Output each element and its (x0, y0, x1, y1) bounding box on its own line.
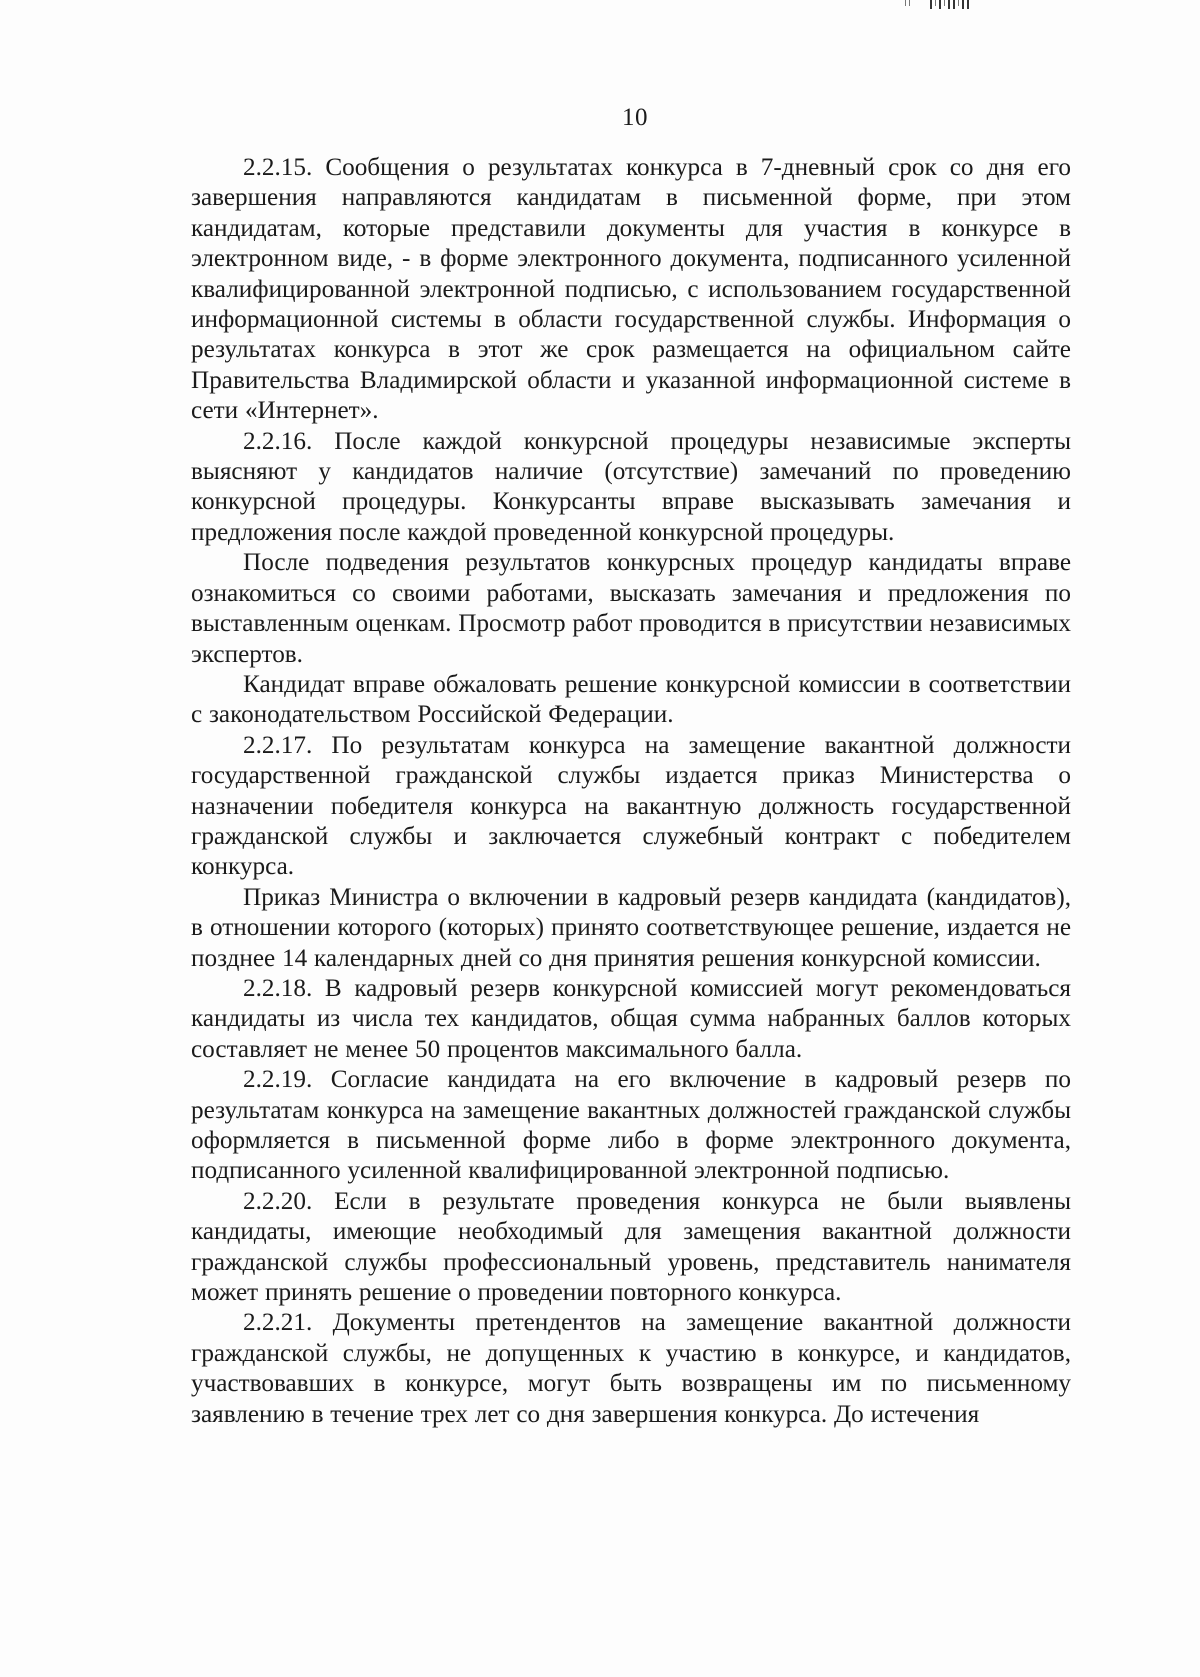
scan-barcode-mark (905, 0, 969, 10)
paragraph-appeal: Кандидат вправе обжаловать решение конкурсной комиссии в соответствии с законодательством Российской Федерации. (191, 670, 1071, 729)
paragraph-2-2-18: 2.2.18. В кадровый резерв конкурсной комиссией могут рекомендоваться кандидаты из числа тех кандидатов, общая сумма набранных баллов которых составляет не менее 50 процентов максимального балла. (191, 974, 1071, 1063)
paragraph-2-2-16: 2.2.16. После каждой конкурсной процедуры независимые эксперты выясняют у кандидатов наличие (отсутствие) замечаний по проведению конкурсной процедуры. Конкурсанты вправе высказывать замечания и предложения после каждой проведенной конкурсной процедуры. (191, 427, 1071, 546)
paragraph-2-2-20: 2.2.20. Если в результате проведения конкурса не были выявлены кандидаты, имеющие необходимый для замещения вакантной должности гражданской службы профессиональный уровень, представитель нанимателя может принять решение о проведении повторного конкурса. (191, 1187, 1071, 1307)
paragraph-2-2-19: 2.2.19. Согласие кандидата на его включение в кадровый резерв по результатам конкурса на замещение вакантных должностей гражданской службы оформляется в письменной форме либо в форме электронного документа, подписанного усиленной квалифицированной электронной подписью. (191, 1066, 1071, 1185)
paragraph-2-2-17: 2.2.17. По результатам конкурса на замещение вакантной должности государственной гражданской службы издается приказ Министерства о назначении победителя конкурса на вакантную должность государственной гражданской службы и заключается служебный контракт с победителем конкурса. (191, 731, 1071, 881)
paragraph-2-2-21: 2.2.21. Документы претендентов на замещение вакантной должности гражданской службы, не допущенных к участию в конкурсе, и кандидатов, участвовавших в конкурсе, могут быть возвращены им по письменному заявлению в течение трех лет со дня завершения конкурса. До истечения (191, 1309, 1071, 1428)
paragraph-reserve-order: Приказ Министра о включении в кадровый резерв кандидата (кандидатов), в отношении которого (которых) принято соответствующее решение, издается не позднее 14 календарных дней со дня принятия решения конкурсной комиссии. (191, 883, 1071, 972)
document-body (191, 153, 1071, 1430)
page-number: 10 (622, 104, 648, 131)
paragraph-results-review: После подведения результатов конкурсных процедур кандидаты вправе ознакомиться со своими работами, высказать замечания и предложения по выставленным оценкам. Просмотр работ проводится в присутствии независимых экспертов. (191, 549, 1071, 668)
paragraph-2-2-15: 2.2.15. Сообщения о результатах конкурса в 7-дневный срок со дня его завершения направляются кандидатам в письменной форме, при этом кандидатам, которые представили документы для участия в конкурсе в электронном виде, - в форме электронного документа, подписанного усиленной квалифицированной электронной подписью, с использованием государственной информационной системы в области государственной службы. Информация о результатах конкурса в этот же срок размещается на официальном сайте Правительства Владимирской области и указанной информационной системе в сети «Интернет». (191, 154, 1071, 425)
